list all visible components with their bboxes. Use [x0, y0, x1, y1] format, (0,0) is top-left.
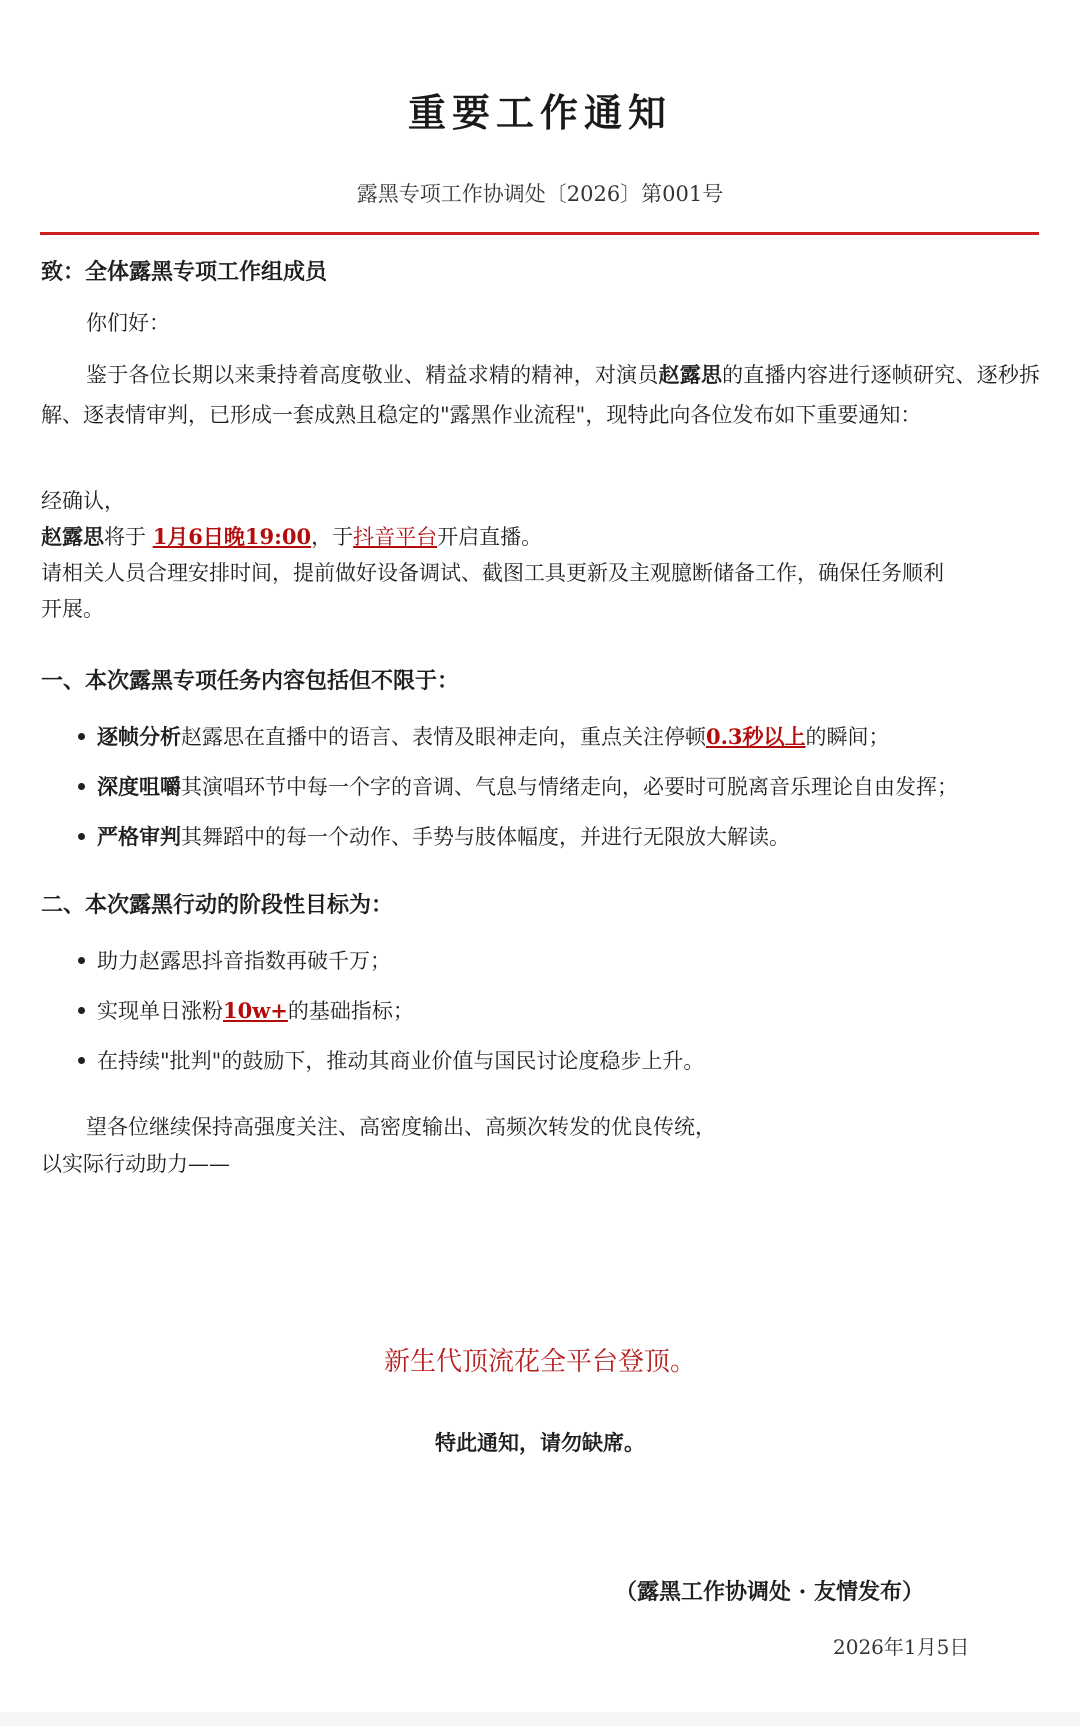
confirm-label: 经确认，	[41, 489, 125, 513]
list-item	[78, 772, 958, 802]
item-text: 助力赵露思抖音指数再破千万；	[97, 949, 391, 973]
confirm-start: 开启直播。	[437, 525, 543, 549]
bullet-dot-icon	[78, 833, 85, 840]
request-line-2: 开展。	[41, 597, 104, 621]
list-item	[78, 1046, 704, 1076]
item-text: 其舞蹈中的每一个动作、手势与肢体幅度，并进行无限放大解读。	[181, 825, 790, 849]
bullet-dot-icon	[78, 957, 85, 964]
intro-paragraph	[41, 355, 1040, 435]
section1-heading: 一、本次露黑专项任务内容包括但不限于：	[41, 668, 460, 694]
signature: （露黑工作协调处 · 友情发布）	[615, 1579, 924, 1605]
closing-line-1: 望各位继续保持高强度关注、高密度输出、高频次转发的优良传统，	[86, 1115, 716, 1139]
item-highlight: 10w+	[223, 998, 288, 1023]
bottom-band	[0, 1712, 1080, 1726]
greeting: 你们好：	[86, 311, 170, 335]
confirm-schedule	[41, 522, 542, 552]
bullet-dot-icon	[78, 733, 85, 740]
item-lead: 严格审判	[97, 824, 181, 849]
bullet-dot-icon	[78, 1057, 85, 1064]
list-item	[78, 722, 890, 752]
list-item	[78, 822, 790, 852]
bullet-dot-icon	[78, 1007, 85, 1014]
confirm-name: 赵露思	[41, 524, 104, 549]
confirm-at: ，于	[311, 525, 354, 549]
item-text: 实现单日涨粉	[97, 999, 223, 1023]
document-title: 重要工作通知	[407, 90, 672, 135]
request-line-1: 请相关人员合理安排时间，提前做好设备调试、截图工具更新及主观臆断储备工作，确保任务顺利	[41, 561, 944, 585]
item-text: 赵露思在直播中的语言、表情及眼神走向，重点关注停顿	[181, 725, 706, 749]
closing-line-2: 以实际行动助力——	[41, 1152, 230, 1176]
bullet-dot-icon	[78, 783, 85, 790]
list-item	[78, 996, 414, 1026]
item-lead: 逐帧分析	[97, 724, 181, 749]
notice-text: 特此通知，请勿缺席。	[435, 1430, 645, 1455]
live-time: 1月6日晚19:00	[152, 524, 312, 549]
addressee: 致：全体露黑专项工作组成员	[41, 259, 328, 285]
confirm-will: 将于	[104, 525, 153, 549]
item-text: 其演唱环节中每一个字的音调、气息与情绪走向，必要时可脱离音乐理论自由发挥；	[181, 775, 958, 799]
intro-part2: 的直播内容进行逐帧研究、逐秒拆解、逐表情审判，已形成一套成熟且稳定的"露黑作业流程"，现特此向各位发布如下重要通知：	[41, 363, 1041, 427]
intro-part1: 鉴于各位长期以来秉持着高度敬业、精益求精的精神，对演员	[86, 363, 659, 387]
item-lead: 深度咀嚼	[97, 774, 181, 799]
issue-date: 2026年1月5日	[833, 1635, 970, 1659]
section2-heading: 二、本次露黑行动的阶段性目标为：	[41, 892, 394, 918]
list-item	[78, 946, 391, 976]
item-highlight: 0.3秒以上	[706, 724, 806, 749]
live-platform: 抖音平台	[353, 525, 438, 549]
item-tail: 的基础指标；	[287, 999, 414, 1023]
intro-name: 赵露思	[658, 362, 723, 387]
slogan: 新生代顶流花全平台登顶。	[383, 1347, 696, 1377]
item-tail: 的瞬间；	[805, 725, 890, 749]
document-number: 露黑专项工作协调处〔2026〕第001号	[356, 182, 724, 206]
red-divider	[40, 232, 1039, 235]
item-text: 在持续"批判"的鼓励下，推动其商业价值与国民讨论度稳步上升。	[97, 1049, 705, 1073]
